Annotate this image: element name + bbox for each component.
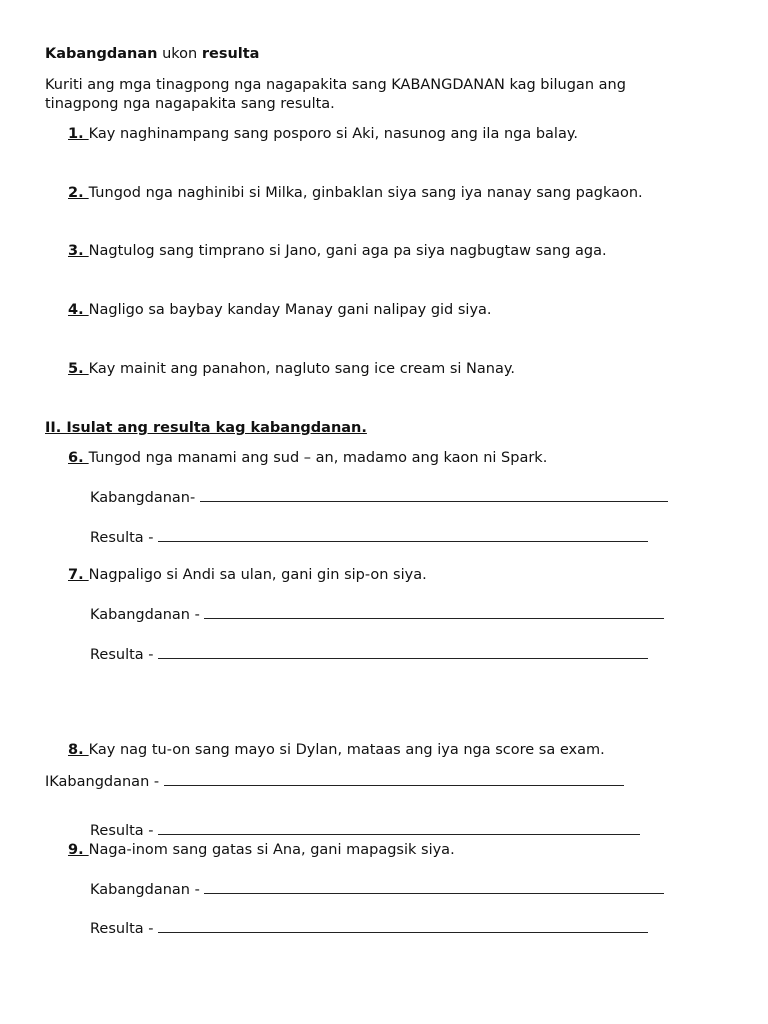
question-text: Kay nag tu-on sang mayo si Dylan, mataas ang iya nga score sa exam. [88, 742, 605, 758]
question-item-7 [68, 565, 427, 585]
question-text: Nagtulog sang timprano si Jano, gani aga pa siya nagbugtaw sang aga. [88, 243, 607, 259]
cause-label: IKabangdanan - [45, 774, 164, 790]
cause-answer-line[interactable] [200, 487, 668, 502]
question-text: Tungod nga naghinibi si Milka, ginbaklan siya sang iya nanay sang pagkaon. [88, 185, 643, 201]
cause-label: Kabangdanan - [90, 882, 205, 898]
section-2-heading: II. Isulat ang resulta kag kabangdanan. [45, 420, 367, 436]
question-item-9 [68, 840, 455, 860]
result-answer-line[interactable] [158, 644, 648, 659]
answer-row-result-9 [90, 918, 648, 939]
cause-label: Kabangdanan - [90, 607, 205, 623]
result-label: Resulta - [90, 530, 159, 546]
cause-answer-line[interactable] [204, 604, 664, 619]
result-label: Resulta - [90, 647, 159, 663]
question-item-1 [68, 124, 578, 144]
answer-row-result-6 [90, 527, 648, 548]
question-number: 1. [68, 126, 89, 142]
question-item-2 [68, 183, 643, 203]
question-item-6 [68, 448, 547, 468]
answer-row-cause-7 [90, 604, 664, 625]
result-answer-line[interactable] [158, 820, 640, 835]
cause-answer-line[interactable] [164, 771, 624, 786]
question-text: Naga-inom sang gatas si Ana, gani mapagsik siya. [88, 842, 455, 858]
result-answer-line[interactable] [158, 918, 648, 933]
cause-label: Kabangdanan- [90, 490, 200, 506]
question-number: 5. [68, 361, 89, 377]
question-number: 8. [68, 742, 89, 758]
title-resulta: resulta [201, 46, 260, 62]
question-text: Nagligo sa baybay kanday Manay gani nalipay gid siya. [88, 302, 492, 318]
answer-row-result-8 [90, 820, 640, 841]
question-text: Kay naghinampang sang posporo si Aki, nasunog ang ila nga balay. [88, 126, 578, 142]
cause-answer-line[interactable] [204, 879, 664, 894]
question-number: 6. [68, 450, 89, 466]
question-number: 3. [68, 243, 89, 259]
question-item-3 [68, 241, 607, 261]
instructions-line-2: tinagpong nga nagapakita sang resulta. [45, 96, 335, 112]
answer-row-cause-8 [45, 771, 624, 792]
result-label: Resulta - [90, 921, 159, 937]
question-text: Kay mainit ang panahon, nagluto sang ice cream si Nanay. [88, 361, 515, 377]
result-answer-line[interactable] [158, 527, 648, 542]
question-item-5 [68, 359, 515, 379]
answer-row-cause-9 [90, 879, 664, 900]
title-kabangdanan: Kabangdanan [45, 46, 158, 62]
question-number: 2. [68, 185, 89, 201]
result-label: Resulta - [90, 823, 159, 839]
question-number: 7. [68, 567, 89, 583]
question-item-4 [68, 300, 492, 320]
answer-row-cause-6 [90, 487, 668, 508]
answer-row-result-7 [90, 644, 648, 665]
instructions-line-1: Kuriti ang mga tinagpong nga nagapakita sang KABANGDANAN kag bilugan ang [45, 77, 626, 93]
question-text: Tungod nga manami ang sud – an, madamo ang kaon ni Spark. [88, 450, 548, 466]
question-number: 9. [68, 842, 89, 858]
question-item-8 [68, 740, 605, 760]
title-ukon: ukon [157, 46, 202, 62]
question-text: Nagpaligo si Andi sa ulan, gani gin sip-on siya. [88, 567, 427, 583]
worksheet-title [45, 44, 259, 64]
question-number: 4. [68, 302, 89, 318]
